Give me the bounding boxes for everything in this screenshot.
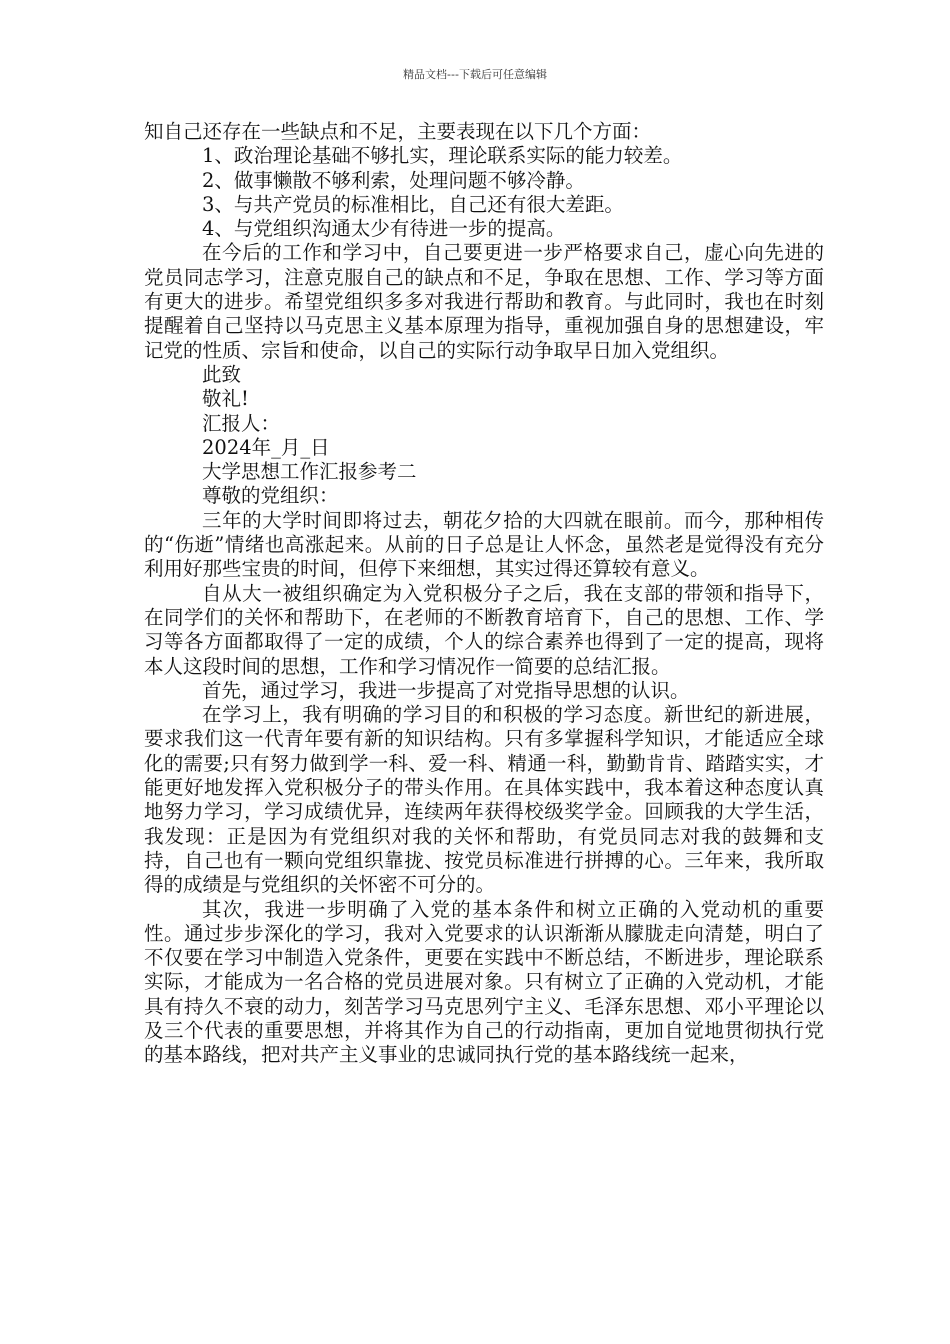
- paragraph: 首先，通过学习，我进一步提高了对党指导思想的认识。: [202, 678, 690, 702]
- paragraph: 在学习上，我有明确的学习目的和积极的学习态度。新世纪的新进展，要求我们这一代青年要有新的知识结构。只有多掌握科学知识，才能适应全球化的需要;只有努力做到学一科、爱一科、精通一科，勤勤肯肯、踏踏实实，才能更好地发挥入党积极分子的带头作用。在具体实践中，我本着这种态度认真地努力学习，学习成绩优异，连续两年获得校级奖学金。回顾我的大学生活，我发现：正是因为有党组织对我的关怀和帮助，有党员同志对我的鼓舞和支持，自己也有一颗向党组织靠拢、按党员标准进行拼搏的心。三年来，我所取得的成绩是与党组织的关怀密不可分的。: [144, 703, 824, 897]
- reporter-line: 汇报人：: [202, 411, 281, 435]
- list-item-4: 4、与党组织沟通太少有待进一步的提高。: [202, 217, 566, 241]
- section-title: 大学思想工作汇报参考二: [202, 460, 417, 484]
- list-item-3: 3、与共产党员的标准相比，自己还有很大差距。: [202, 192, 624, 216]
- list-item-2: 2、做事懒散不够利索，处理问题不够冷静。: [202, 168, 585, 192]
- paragraph: 三年的大学时间即将过去，朝花夕拾的大四就在眼前。而今，那种相传的“伤逝”情绪也高涨起来。从前的日子总是让人怀念，虽然老是觉得没有充分利用好那些宝贵的时间，但停下来细想，其实过得还算较有意义。: [144, 508, 824, 581]
- paragraph: 在今后的工作和学习中，自己要更进一步严格要求自己，虚心向先进的党员同志学习，注意克服自己的缺点和不足，争取在思想、工作、学习等方面有更大的进步。希望党组织多多对我进行帮助和教育。与此同时，我也在时刻提醒着自己坚持以马克思主义基本原理为指导，重视加强自身的思想建设，牢记党的性质、宗旨和使命，以自己的实际行动争取早日加入党组织。: [144, 241, 824, 362]
- page-header: 精品文档---下载后可任意编辑: [403, 68, 547, 81]
- list-item-1: 1、政治理论基础不够扎实，理论联系实际的能力较差。: [202, 144, 683, 168]
- document-body: [144, 120, 824, 1068]
- paragraph: 知自己还存在一些缺点和不足，主要表现在以下几个方面：: [144, 120, 652, 143]
- closing-salutation: 此致: [202, 362, 242, 386]
- date-line: 2024年_月_日: [202, 435, 330, 459]
- greeting: 尊敬的党组织：: [202, 484, 339, 508]
- paragraph: 其次，我进一步明确了入党的基本条件和树立正确的入党动机的重要性。通过步步深化的学习，我对入党要求的认识渐渐从朦胧走向清楚，明白了不仅要在学习中制造入党条件，更要在实践中不断总结，不断进步，理论联系实际，才能成为一名合格的党员进展对象。只有树立了正确的入党动机，才能具有持久不衰的动力，刻苦学习马克思列宁主义、毛泽东思想、邓小平理论以及三个代表的重要思想，并将其作为自己的行动指南，更加自觉地贯彻执行党的基本路线，把对共产主义事业的忠诚同执行党的基本路线统一起来，: [144, 897, 824, 1067]
- paragraph: 自从大一被组织确定为入党积极分子之后，我在支部的带领和指导下，在同学们的关怀和帮助下，在老师的不断教育培育下，自己的思想、工作、学习等各方面都取得了一定的成绩，个人的综合素养也得到了一定的提高，现将本人这段时间的思想，工作和学习情况作一简要的总结汇报。: [144, 581, 824, 678]
- closing-regards: 敬礼!: [202, 387, 249, 411]
